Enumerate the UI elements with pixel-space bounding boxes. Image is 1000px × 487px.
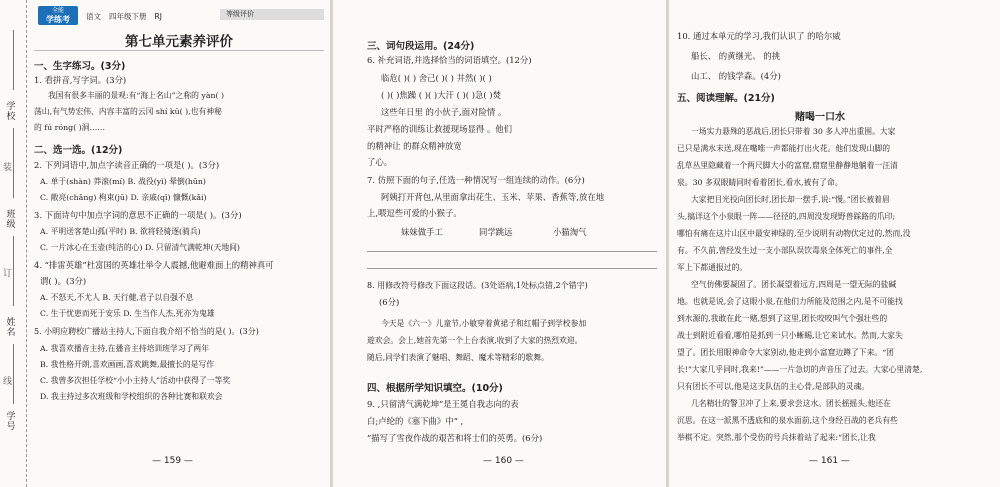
cut-mark: 线 — [3, 377, 13, 387]
margin-label-number: 学号 — [6, 412, 16, 432]
page-number: — 159 — — [152, 456, 193, 466]
option-row: D. 我主持过多次班级和学校组织的各种比赛和联欢会 — [40, 392, 223, 401]
option-row: B. 我性格开朗,喜欢画画,喜欢跳舞,最擅长的是写作 — [40, 360, 215, 369]
page-number: — 160 — — [483, 456, 524, 466]
question-text: 荡山,有气势宏伟、内容丰富的云冈 shí kū( ),也有神秘 — [34, 107, 222, 116]
fill-row: 这些年日里 的小伙子,面对险情 。 — [381, 107, 507, 117]
fill-row: 白;卢纶的《塞下曲》中“ , — [367, 416, 464, 426]
page-number: — 161 — — [809, 456, 850, 466]
question-text: 谓( )。(3分) — [40, 276, 87, 286]
fill-row: ( )( )焦躁 ( )( )大汗 ( )( )急( )焚 — [381, 90, 501, 100]
page-161 — [669, 0, 1000, 487]
fill-row: 9. ,只留清气满乾坤”是王冕自我志向的表 — [367, 399, 519, 409]
question-text: 的 fú róng( )洞…… — [34, 123, 106, 132]
book-meta: 语文 四年级下册 RJ — [86, 12, 162, 21]
section-heading: 三、词句段运用。(24分) — [367, 41, 475, 52]
question-text: 3. 下面诗句中加点字词的意思不正确的一项是( )。(3分) — [34, 210, 242, 220]
question-text: 5. 小明应聘校广播站主持人,下面自我介绍不恰当的是( )。(3分) — [34, 327, 259, 336]
question-text: (6分) — [379, 297, 400, 307]
passage-line: 只有团长不可以,他是这支队伍的主心骨,是部队的灵魂。 — [677, 382, 870, 391]
fill-row: 平时严格的训练让救援现场显得 。他们 — [367, 124, 513, 134]
question-text: 1. 看拼音,写字词。(3分) — [34, 75, 127, 85]
question-text: 8. 用修改符号修改下面这段话。(3处语病,1处标点错,2个错字) — [367, 281, 588, 290]
example-sentence: 阿姨打开背包,从里面拿出花生、玉米、苹果、香蕉等,放在地 — [381, 192, 605, 202]
margin-label-school: 学校 — [6, 102, 16, 122]
option-row: C. 一片冰心在玉壶(纯洁的心) D. 只留清气满乾坤(天地间) — [40, 243, 240, 252]
margin-write-line — [13, 30, 14, 90]
option-row: A. 单于(shàn) 莽滚(mí) B. 战役(yì) 晕倒(hūn) — [40, 177, 206, 186]
option-row: C. 生于忧患而死于安乐 D. 生当作人杰,死亦为鬼雄 — [40, 309, 215, 318]
passage-line: 战士到附近看看,哪怕是抓到一只小蜥蜴,让它来试水。然而,大家失 — [677, 331, 903, 340]
grade-tag: 等级评价 — [220, 9, 324, 20]
option-row: A. 平明送客楚山孤(平时) B. 欲将轻骑逐(骑兵) — [40, 227, 201, 236]
question-text: 4. “排雷英雄”杜富国的英雄壮举令人震撼,他避难面上的精神真可 — [34, 260, 274, 270]
passage-line: 长!”大家几乎同时,我来!”——一片急切的声音压了过去。大家心里清楚, — [677, 365, 923, 374]
passage-line: 举棋不定。突然,那个受伤的号兵抹着站了起来:“团长,让我 — [677, 433, 876, 442]
option-row: A. 不怒天,不尤人 B. 天行健,君子以自强不息 — [40, 293, 194, 302]
passage-line: 乱草丛里隐藏着一个两尺脚大小的富窟,窟窟里静静地躺着一汪清 — [677, 161, 898, 170]
passage-line: 有。不久前,曾经发生过一支小部队误饮毒泉全体死亡的事件,全 — [677, 246, 893, 255]
passage-line: 军上下都通报过的。 — [677, 263, 748, 272]
paragraph-line: 遊欢会。会上,她首先第一个上台表演,收到了大家的热烈欢迎。 — [367, 336, 583, 345]
passage-line: 几名精壮的警卫冲了上来,要求尝这水。团长摇摇头,他还在 — [691, 399, 891, 408]
margin-write-line — [13, 128, 14, 198]
option-choice: 小猫淘气 — [553, 227, 587, 237]
fill-row: 的精神让 的群众精神放宽 — [367, 141, 462, 151]
question-text: 6. 补充词语,并选择恰当的词语填空。(12分) — [367, 55, 532, 65]
option-choice: 同学跳远 — [479, 227, 513, 237]
margin-write-line — [13, 236, 14, 306]
passage-line: 泉。30 多双眼睛同时看着团长,看水,被有了命。 — [677, 178, 843, 187]
cut-mark: 订 — [3, 269, 13, 279]
margin-label-name: 姓名 — [6, 318, 16, 338]
title-divider — [34, 50, 324, 51]
passage-line: 头,搞详这个小泉眼一阵——径径的,四周没发现野兽踩路的爪印; — [677, 212, 896, 221]
page-header — [34, 4, 324, 26]
page-159 — [0, 0, 330, 487]
section-heading: 四、根据所学知识填空。(10分) — [367, 383, 503, 394]
example-sentence: 上,喂逗些可爱的小猴子。 — [367, 208, 462, 218]
passage-line: 望了。团长用眼神命令大家别动,他走到小富窟边蹲了下来。“团 — [677, 348, 894, 357]
margin-write-line — [13, 344, 14, 404]
binding-margin — [0, 0, 27, 487]
page-160 — [333, 0, 666, 487]
passage-line: 到水源的,我敢在此一赌,想到了这里,团长咬咬叫气个强壮些的 — [677, 314, 888, 323]
brand-logo: 全能 学练考 — [38, 6, 78, 25]
section-heading: 一、生字练习。(3分) — [34, 61, 126, 72]
option-choice: 妹妹做手工 — [401, 227, 443, 237]
paragraph-line: 随后,同学们表演了魅唱、舞蹈、魔术等精彩的歌舞。 — [367, 353, 549, 362]
fill-row: 山工、 的钱学森。(4分) — [691, 71, 781, 81]
fill-row: 临危( )( ) 舍己( )( ) 井然( )( ) — [381, 73, 492, 83]
fill-row: 了心。 — [367, 157, 393, 167]
passage-line: 地。也就是说,会了这眼小泉,在他们力所能及范围之内,是不可能找 — [677, 297, 903, 306]
passage-title: 赌喝一口水 — [795, 112, 845, 123]
passage-line: 一场实力悬殊的恶战后,团长只带着 30 多人冲出重围。大家 — [691, 127, 896, 136]
question-text: 2. 下列词语中,加点字读音正确的一项是( )。(3分) — [34, 160, 220, 170]
passage-line: 大家把目光投向团长时,团长却一摆手,说:“慢。”团长被着眉 — [691, 195, 890, 204]
option-row: C. 我曾多次担任学校“小小主持人”活动中获得了一等奖 — [40, 376, 231, 385]
section-heading: 五、阅读理解。(21分) — [677, 93, 775, 104]
option-row: C. 敞亮(chǎng) 枸束(jū) D. 亲戚(qī) 慷慨(kǎi) — [40, 193, 207, 202]
passage-line: 沉思。在这一派黑不透底和的泉水面前,这个身经百战的老兵有些 — [677, 416, 898, 425]
cut-mark: 装 — [3, 163, 13, 173]
fill-row: 10. 通过本单元的学习,我们认识了 的哈尔威 — [677, 31, 841, 41]
answer-line — [367, 268, 657, 269]
fill-row: ”描写了雪夜作战的艰苦和将士们的英勇。(6分) — [367, 433, 543, 443]
fill-row: 船长、 的黄继光、 的挑 — [691, 51, 781, 61]
question-text: 7. 仿照下面的句子,任选一种情况写一组连续的动作。(6分) — [367, 175, 585, 185]
answer-line — [367, 251, 657, 252]
option-row: A. 我喜欢播音主持,在播音主持培训班学习了两年 — [40, 344, 210, 353]
margin-label-class: 班级 — [6, 210, 16, 230]
passage-line: 哪怕有痛在这片山区中最安神绿的,至少说明有动物伏定过的,然而,没 — [677, 229, 911, 238]
paragraph-line: 今天是《六一》儿童节,小敏穿着黄裙子和红帽子到学校参加 — [381, 319, 587, 328]
page-title: 第七单元素养评价 — [125, 34, 233, 50]
section-heading: 二、选一选。(12分) — [34, 145, 123, 156]
passage-line: 已只是满水末送,现在嘴唯一声都能打出火花。他们发现山脚的 — [677, 144, 890, 153]
passage-line: 空气仿佛要凝固了。团长凝望着远方,四周是一望无际的盐碱 — [691, 280, 897, 289]
question-text: 我国有很多丰丽的景观:有“海上名山”之称的 yàn( ) — [48, 91, 225, 100]
